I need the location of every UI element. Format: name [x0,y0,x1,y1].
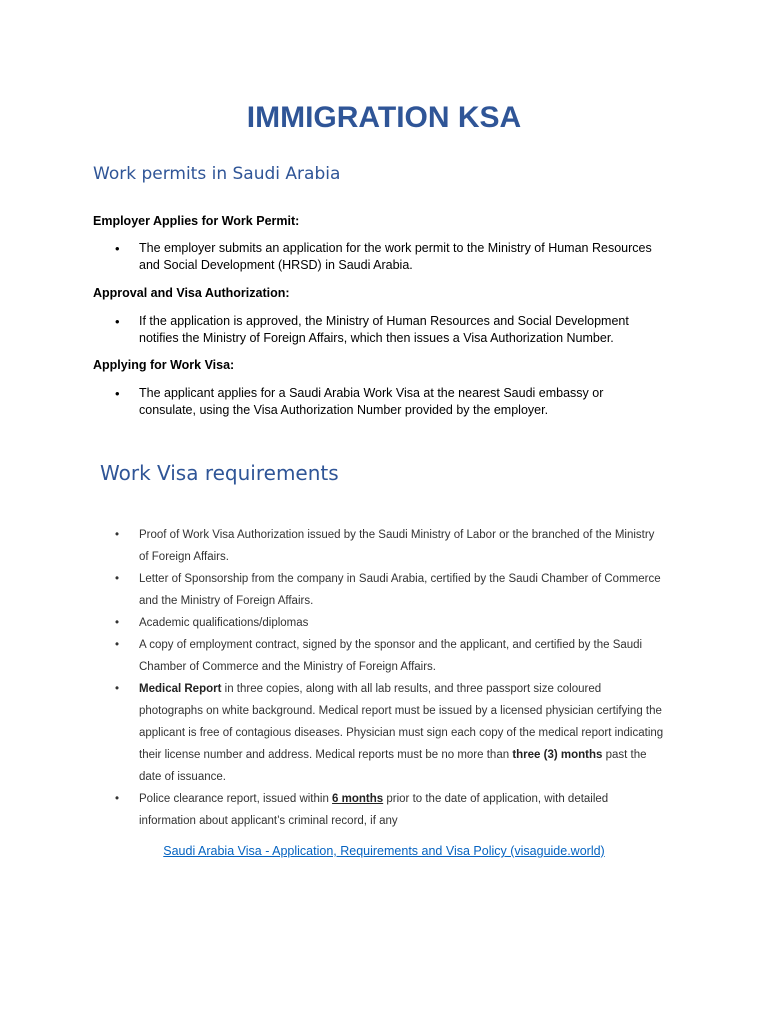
step-lead-applying: Applying for Work Visa: [93,358,235,372]
section-heading-visa-requirements: Work Visa requirements [100,461,339,485]
six-months-label: 6 months [332,793,384,805]
list-item: • Letter of Sponsorship from the company in Saudi Arabia, certified by the Saudi Chamber of Commerce and the Ministry of Foreign Affairs. [139,568,664,612]
visaguide-link[interactable]: Saudi Arabia Visa - Application, Requirements and Visa Policy (visaguide.world) [163,844,605,858]
requirements-list [139,524,664,832]
list-item: • Proof of Work Visa Authorization issued by the Saudi Ministry of Labor or the branched of the Ministry of Foreign Affairs. [139,524,664,568]
step-lead-approval: Approval and Visa Authorization: [93,286,290,300]
list-item: • Academic qualifications/diplomas [139,612,664,634]
page-title: IMMIGRATION KSA [246,101,522,134]
step-text-employer: • The employer submits an application for the work permit to the Ministry of Human Resources and Social Development (HRSD) in Saudi Arabia. [139,240,659,274]
medical-report-label: Medical Report [139,683,222,695]
step-lead-employer: Employer Applies for Work Permit: [93,214,300,228]
section-heading-work-permits: Work permits in Saudi Arabia [93,164,341,184]
three-months-label: three (3) months [512,749,603,761]
step-text-applying: • The applicant applies for a Saudi Arabia Work Visa at the nearest Saudi embassy or consulate, using the Visa Authorization Number provided by the employer. [139,385,659,419]
list-item: • Medical Report in three copies, along with all lab results, and three passport size coloured photographs on white background. Medical report must be issued by a licensed physician certifying the applicant is free of contagious diseases. Physician must sign each copy of the medical report indicating their license number and address. Medical reports must be no more than three (3) months past the date of issuance. [139,678,664,788]
list-item: • Police clearance report, issued within 6 months prior to the date of application, with detailed information about applicant’s criminal record, if any [139,788,664,832]
list-item: • A copy of employment contract, signed by the sponsor and the applicant, and certified by the Saudi Chamber of Commerce and the Ministry of Foreign Affairs. [139,634,664,678]
step-text-approval: • If the application is approved, the Ministry of Human Resources and Social Development notifies the Ministry of Foreign Affairs, which then issues a Visa Authorization Number. [139,313,659,347]
